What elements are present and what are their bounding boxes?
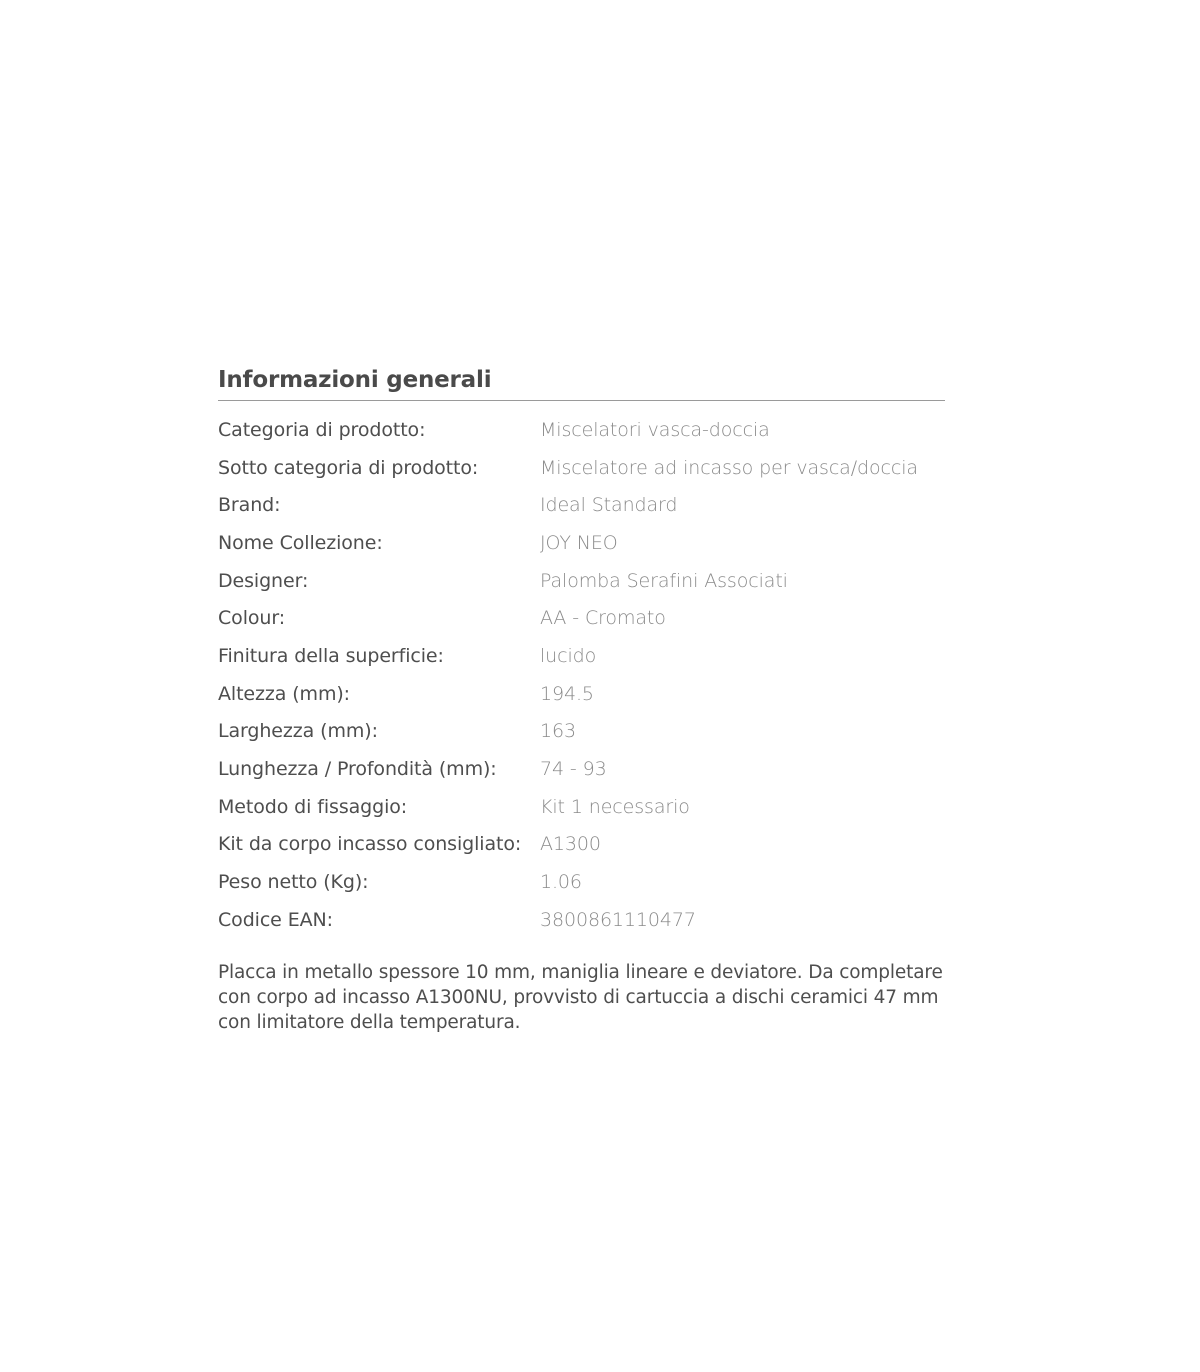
spec-row-kit-incasso: [218, 826, 945, 864]
spec-row-finitura: [218, 637, 945, 675]
spec-value: 1.06: [540, 871, 582, 894]
spec-label: Sotto categoria di prodotto:: [218, 456, 479, 479]
section-title: Informazioni generali: [218, 367, 492, 393]
spec-row-fissaggio: [218, 788, 945, 826]
spec-row-brand: [218, 486, 945, 524]
spec-value: AA - Cromato: [540, 607, 666, 630]
spec-value: A1300: [540, 833, 601, 856]
spec-label: Nome Collezione:: [218, 531, 383, 554]
spec-row-categoria: [218, 411, 945, 449]
spec-row-designer: [218, 562, 945, 600]
spec-label: Colour:: [218, 607, 286, 630]
spec-row-collezione: [218, 524, 945, 562]
spec-label: Kit da corpo incasso consigliato:: [218, 833, 522, 856]
spec-label: Metodo di fissaggio:: [218, 795, 408, 818]
spec-value: Miscelatori vasca-doccia: [540, 418, 770, 441]
spec-row-peso: [218, 863, 945, 901]
spec-value: lucido: [540, 644, 597, 667]
product-description: Placca in metallo spessore 10 mm, maniglia lineare e deviatore. Da completare con corpo ad incasso A1300NU, provvisto di cartuccia a dischi ceramici 47 mm con limitatore della temperatura.: [218, 961, 943, 1033]
spec-row-larghezza: [218, 713, 945, 751]
spec-label: Altezza (mm):: [218, 682, 350, 705]
title-divider: [218, 400, 945, 401]
spec-value: 3800861110477: [540, 908, 696, 931]
general-info-section: [218, 364, 945, 1053]
spec-row-altezza: [218, 675, 945, 713]
spec-value: Palomba Serafini Associati: [540, 569, 788, 592]
spec-row-colour: [218, 599, 945, 637]
spec-label: Codice EAN:: [218, 908, 333, 931]
spec-value: 163: [540, 720, 576, 743]
spec-label: Brand:: [218, 494, 281, 517]
spec-value: Kit 1 necessario: [540, 795, 690, 818]
spec-row-lunghezza: [218, 750, 945, 788]
spec-table: [218, 411, 945, 939]
spec-value: 74 - 93: [540, 758, 607, 781]
spec-label: Categoria di prodotto:: [218, 418, 426, 441]
spec-value: Ideal Standard: [540, 494, 678, 517]
spec-value: JOY NEO: [540, 531, 618, 554]
spec-label: Finitura della superficie:: [218, 644, 444, 667]
spec-value: Miscelatore ad incasso per vasca/doccia: [540, 456, 918, 479]
spec-row-ean: [218, 901, 945, 939]
spec-label: Designer:: [218, 569, 309, 592]
spec-label: Larghezza (mm):: [218, 720, 378, 743]
spec-label: Peso netto (Kg):: [218, 871, 369, 894]
spec-value: 194.5: [540, 682, 594, 705]
spec-row-sotto-categoria: [218, 449, 945, 487]
spec-label: Lunghezza / Profondità (mm):: [218, 758, 497, 781]
